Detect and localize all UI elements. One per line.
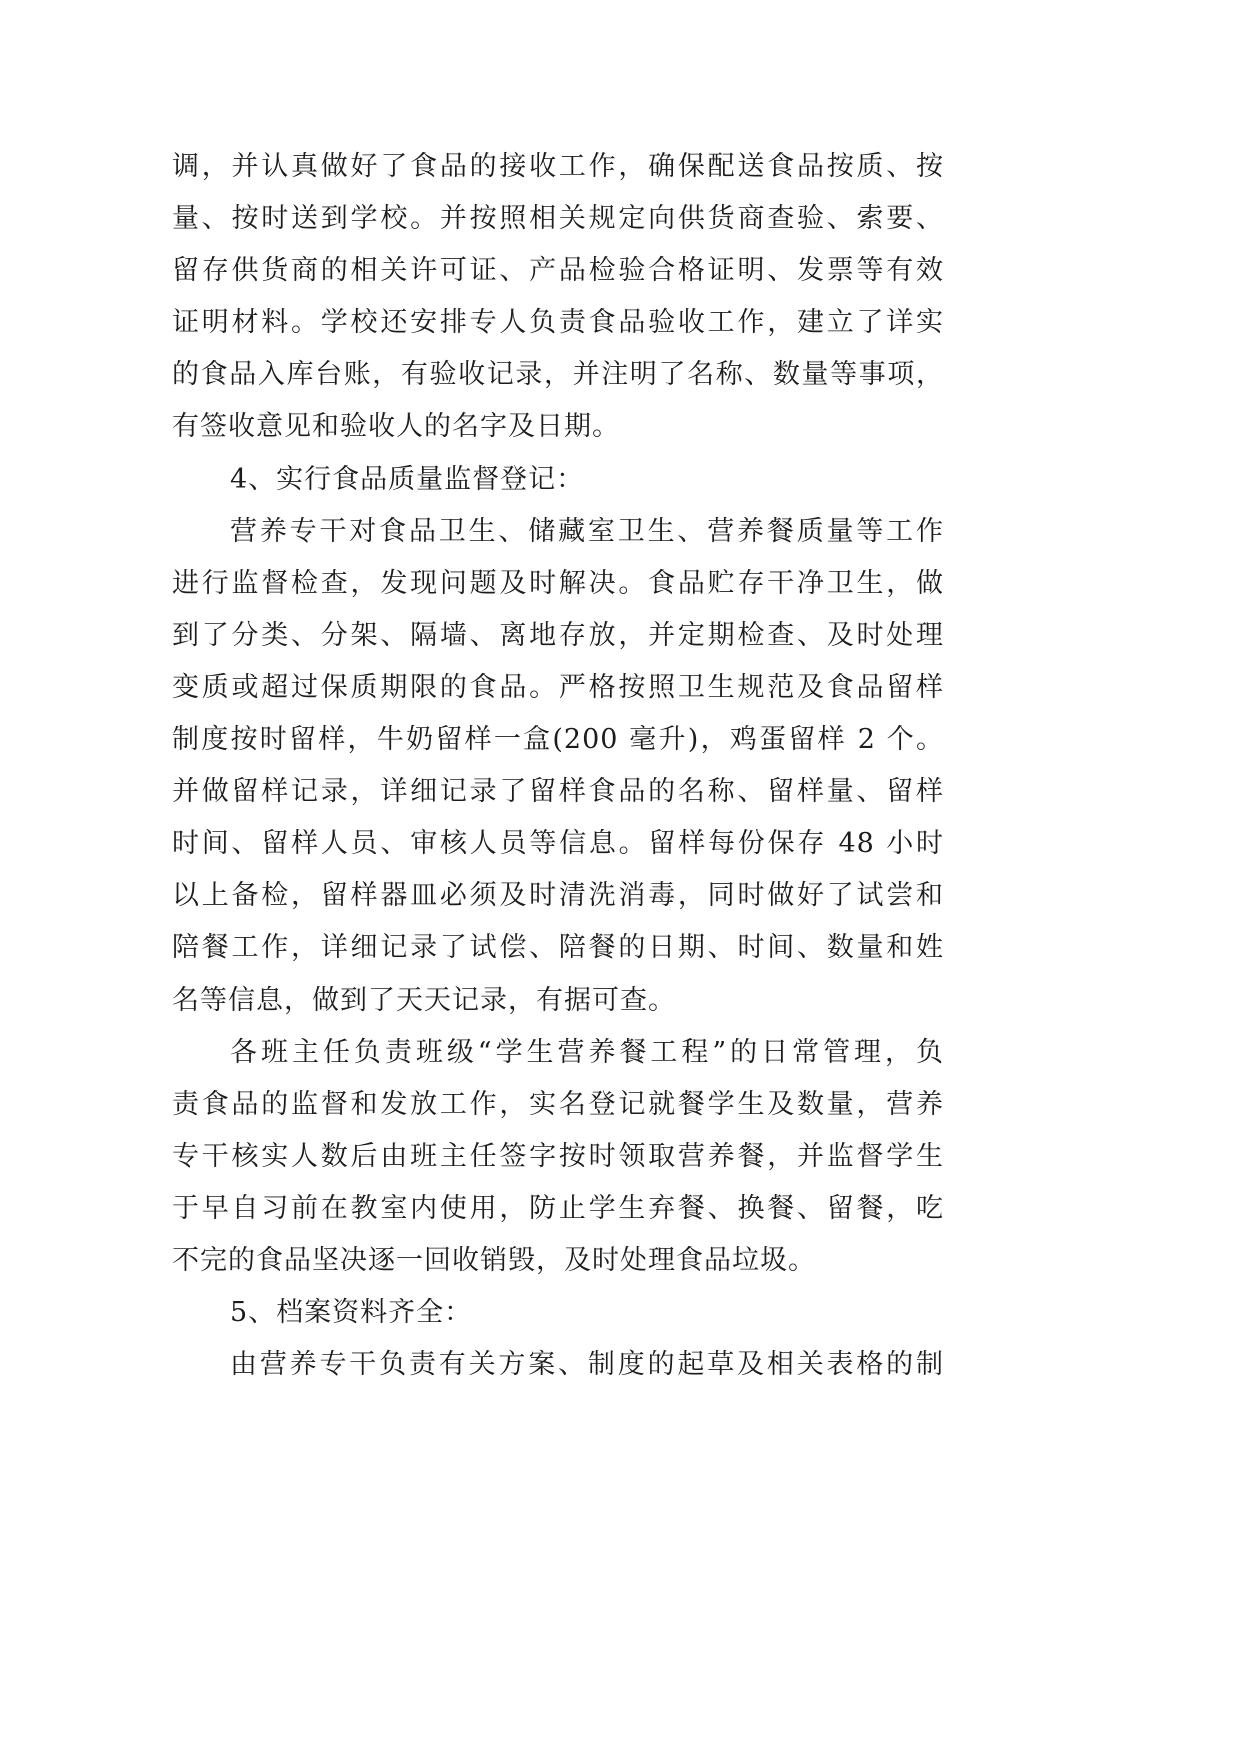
text-line: 的食品入库台账，有验收记录，并注明了名称、数量等事项， [172, 359, 944, 391]
text-line: 营养专干对食品卫生、储藏室卫生、营养餐质量等工作 [230, 515, 944, 547]
text-line: 变质或超过保质期限的食品。严格按照卫生规范及食品留样 [172, 671, 944, 703]
document-body [172, 141, 944, 1391]
text-line: 各班主任负责班级“学生营养餐工程”的日常管理，负 [230, 1036, 944, 1068]
section-heading [172, 454, 944, 506]
text-line: 调，并认真做好了食品的接收工作，确保配送食品按质、按 [172, 151, 944, 182]
text-line: 制度按时留样，牛奶留样一盒(200 毫升)，鸡蛋留样 2 个。 [172, 724, 944, 756]
text-line: 到了分类、分架、隔墙、离地存放，并定期检查、及时处理 [172, 619, 944, 651]
text-line: 证明材料。学校还安排专人负责食品验收工作，建立了详实 [172, 307, 944, 339]
text-line: 量、按时送到学校。并按照相关规定向供货商查验、索要、 [172, 203, 944, 235]
text-line: 陪餐工作，详细记录了试偿、陪餐的日期、时间、数量和姓 [172, 932, 944, 964]
paragraph [172, 141, 944, 454]
text-line: 责食品的监督和发放工作，实名登记就餐学生及数量，营养 [172, 1088, 944, 1120]
text-line: 名等信息，做到了天天记录，有据可查。 [172, 984, 676, 1016]
paragraph [172, 1027, 944, 1287]
text-line: 不完的食品坚决逐一回收销毁，及时处理食品垃圾。 [172, 1244, 816, 1276]
text-line: 专干核实人数后由班主任签字按时领取营养餐，并监督学生 [172, 1140, 944, 1172]
text-line: 有签收意见和验收人的名字及日期。 [172, 411, 620, 443]
text-line: 进行监督检查，发现问题及时解决。食品贮存干净卫生，做 [172, 567, 944, 599]
text-line: 时间、留样人员、审核人员等信息。留样每份保存 48 小时 [172, 828, 944, 860]
text-line: 由营养专干负责有关方案、制度的起草及相关表格的制 [230, 1349, 944, 1381]
section-heading-text: 5、档案资料齐全： [230, 1297, 473, 1329]
text-line: 并做留样记录，详细记录了留样食品的名称、留样量、留样 [172, 776, 944, 808]
text-line: 于早自习前在教室内使用，防止学生弃餐、换餐、留餐，吃 [172, 1192, 944, 1224]
paragraph [172, 506, 944, 1027]
paragraph [172, 1339, 944, 1391]
section-heading [172, 1287, 944, 1339]
section-heading-text: 4、实行食品质量监督登记： [230, 463, 585, 495]
text-line: 留存供货商的相关许可证、产品检验合格证明、发票等有效 [172, 255, 944, 287]
text-line: 以上备检，留样器皿必须及时清洗消毒，同时做好了试尝和 [172, 880, 944, 912]
